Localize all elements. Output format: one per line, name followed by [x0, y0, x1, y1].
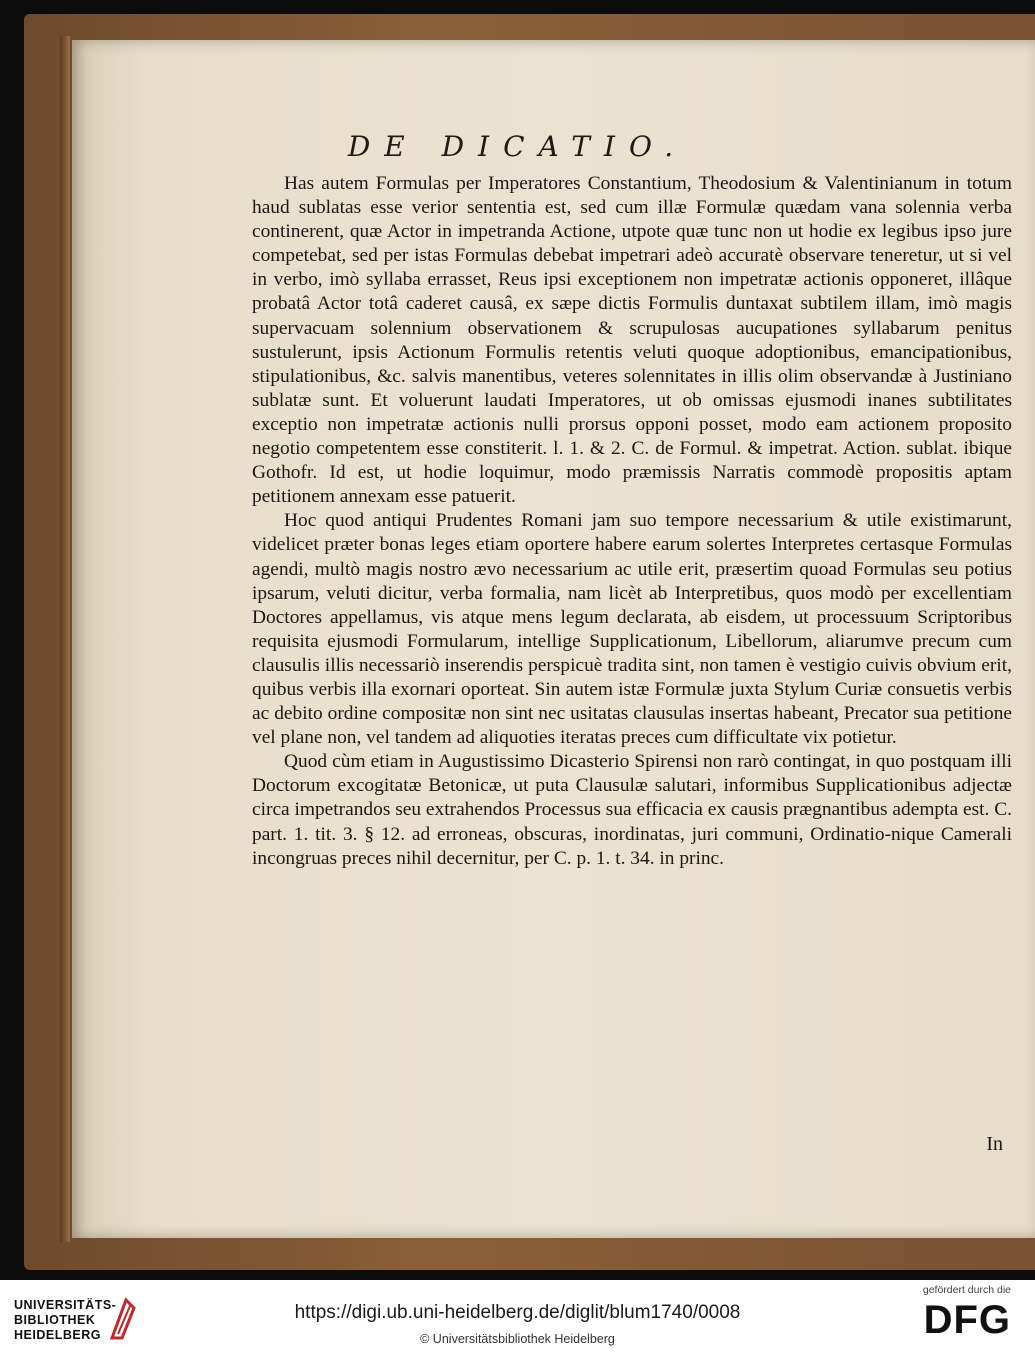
paragraph-1-text: Has autem Formulas per Imperatores Constantium, Theodosium & Valentinianum in totum haud sublatas esse verior sententia est, sed cum illæ Formulæ quædam vana solennia verba continerent, quæ Actor in impetranda Actione, utpote quæ tunc non ut hodie ex legibus ipso jure competebat, sed per istas Formulas debebat impetrari adeò accuratè observare teneretur, ut si vel in verbo, imò syllaba errasset, Reus ipsi exceptionem non impetratæ actionis opponeret, illâque probatâ Actor totâ caderet causâ, ex sæpe dictis Formulis duntaxat subtilem illam, imò magis supervacuam solennium observationem & scrupulosas aucupationes syllabarum penitus sustulerunt, ipsis Actionum Formulis retentis veluti quoque adoptionibus, emancipationibus, stipulationibus, &c. salvis manentibus, veteres solennitates in illis olim observandæ à Justiniano sublatæ sunt. Et voluerunt laudati Imperatores, ut ob omissas ejusmodi inanes subtilitates exceptio non impetratæ actionis nulli prorsus opponi posset, modo eam actionem proposito negotio competentem esse constiterit. l. 1. & 2. C. de Formul. & impetrat. Action. sublat. ibique Gothofr. Id est, ut hodie loquimur, modo præmissis Narratis commodè propositis aptam petitionem annexam esse patuerit. [252, 173, 1012, 508]
catchword: In [986, 1133, 1003, 1155]
page-header: DE DICATIO. [347, 130, 688, 163]
paragraph-2-text: Hoc quod antiqui Prudentes Romani jam suo tempore necessarium & utile existimarunt, videlicet præter bonas leges etiam oportere habere earum solertes Interpretes certasque Formulas agendi, multò magis nostro ævo necessarium ac utile erit, præsertim quoad Formulas seu potius ipsarum, veluti dicitur, verba formalia, nam licèt ab Interpretibus, quos modò per excellentiam Doctores appellamus, vis atque mens legum declarata, ab eisdem, ut processuum Scriptoribus requisita ejusmodi Formularum, intellige Supplicationum, Libellorum, aliarumve precum cum clausulis illis necessariò inserendis perspicuè tradita sint, non tamen è vestigio cuivis obvium erit, quibus verbis illa exornari oporteat. Sin autem istæ Formulæ juxta Stylum Curiæ consuetis verbis ac debito ordine compositæ non sint nec usitatas clausulas insertas habeant, Precator sua petitione vel plane non, vel tandem ad aliquoties iteratas preces cum difficultate vix potietur. [252, 510, 1012, 749]
paragraph-3-text: Quod cùm etiam in Augustissimo Dicasterio Spirensi non rarò contingat, in quo postquam illi Doctorum excogitatæ Betonicæ, ut puta Clausulæ salutari, informibus Supplicationibus adjectæ circa impetrandos seu extrahendos Processus sua efficacia ex causis prægnantibus adempta est. C. part. 1. tit. 3. § 12. ad erroneas, obscuras, inordinatas, juri communi, Ordinatio-nique Camerali incongruas preces nihil decernitur, per C. p. 1. t. 34. in princ. [252, 751, 1012, 869]
funder-note: gefördert durch die [922, 1284, 1011, 1296]
page-gutter [60, 36, 70, 1242]
paragraph-2 [252, 509, 1012, 750]
dfg-logo: DFG [923, 1298, 1011, 1342]
library-line-1: UNIVERSITÄTS- [14, 1298, 117, 1312]
paragraph-1 [252, 172, 1012, 509]
library-line-2: BIBLIOTHEK [14, 1313, 96, 1327]
body-text [252, 172, 1012, 871]
permalink-url[interactable]: https://digi.ub.uni-heidelberg.de/diglit/blum1740/0008 [294, 1302, 741, 1323]
library-line-3: HEIDELBERG [14, 1328, 101, 1342]
copyright-notice: © Universitätsbibliothek Heidelberg [420, 1332, 615, 1346]
paragraph-3 [252, 750, 1012, 870]
viewer-footer [0, 1280, 1035, 1360]
